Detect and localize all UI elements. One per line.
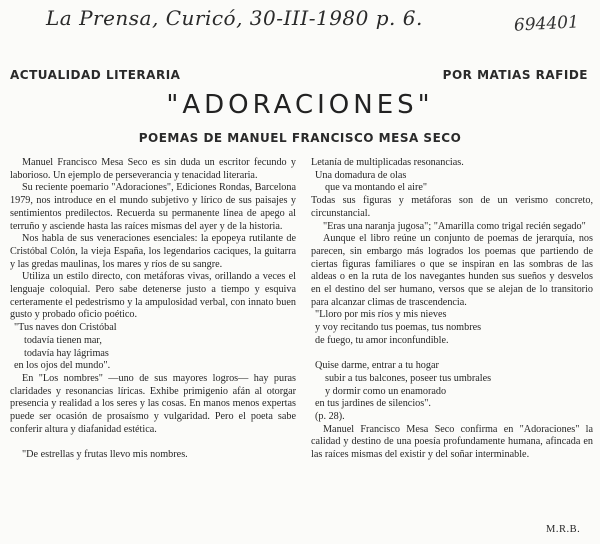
poem-line: todavía tienen mar, xyxy=(24,334,102,346)
paragraph: Todas sus figuras y metáforas son de un verismo concreto, circunstancial. xyxy=(311,195,593,219)
poem-line: "Lloro por mis ríos y mis nieves xyxy=(315,309,447,321)
poem-line: "De estrellas y frutas llevo mis nombres. xyxy=(22,449,188,461)
poem-line: de fuego, tu amor inconfundible. xyxy=(315,334,449,346)
paragraph: Nos habla de sus veneraciones esenciales: la epopeya rutilante de Cristóbal Colón, la vieja España, los legendarios caciques, la guitarra y las gredas maulinas, los mares y ríos de su sangre. xyxy=(10,233,296,270)
paragraph: Su reciente poemario "Adoraciones", Ediciones Rondas, Barcelona 1979, nos introduce en el mundo subjetivo y lírico de sus paisajes y sentimientos predilectos. Recuerda su permanente línea de apego al terruño y asciende hasta las raíces mismas del ayer y de la historia. xyxy=(10,182,296,232)
paragraph: Manuel Francisco Mesa Seco confirma en "Adoraciones" la calidad y destino de una poesía profundamente humana, afincada en las raíces mismas del existir y del soñar interminable. xyxy=(311,423,593,461)
poem-line: y voy recitando tus poemas, tus nombres xyxy=(315,322,482,334)
poem-line: en los ojos del mundo". xyxy=(14,360,111,372)
poem-line: y dormir como un enamorado xyxy=(325,385,447,397)
paragraph: Utiliza un estilo directo, con metáforas vivas, orillando a veces el lenguaje coloquial. Pero sabe detenerse justo a tiempo y esquiva certeramente el pedestrismo y la ampulosidad verbal, con innato buen gusto y probado oficio poético. xyxy=(10,271,296,321)
poem-line: Una domadura de olas xyxy=(315,169,407,181)
byline: POR MATIAS RAFIDE xyxy=(442,68,588,82)
article-title: "ADORACIONES" xyxy=(166,90,434,120)
section-label: ACTUALIDAD LITERARIA xyxy=(10,68,181,82)
page-reference: (p. 28). xyxy=(315,411,345,423)
article-subtitle: POEMAS DE MANUEL FRANCISCO MESA SECO xyxy=(138,131,462,145)
archive-number: 694401 xyxy=(513,12,580,36)
left-column xyxy=(10,157,296,462)
right-column xyxy=(311,157,593,462)
paragraph: Manuel Francisco Mesa Seco es sin duda un escritor fecundo y laborioso. Un ejemplo de perseverancia y tenacidad literaria. xyxy=(10,157,296,181)
poem-line: que va montando el aire" xyxy=(325,182,428,194)
quote: "Eras una naranja jugosa"; "Amarilla como trigal recién segado" xyxy=(323,220,586,232)
poem-line: Quise darme, entrar a tu hogar xyxy=(315,360,439,372)
poem-line: "Tus naves don Cristóbal xyxy=(14,322,117,334)
paragraph: En "Los nombres" —uno de sus mayores logros— hay puras claridades y resonancias líricas. Exhibe primigenio afán al otorgar presencia y realidad a los seres y las cosas. En manos menos expertas puede ser ocasión de prosaísmo y vulgaridad. Pero el poeta sabe conferir altura y diafanidad estética. xyxy=(10,372,296,435)
poem-line: Letanía de multiplicadas resonancias. xyxy=(311,157,464,168)
paragraph: Aunque el libro reúne un conjunto de poemas de jerarquía, nos parecen, sin embargo más logrados los poemas que partiendo de ciertas figuras familiares o que se inspiran en las sombras de las aldeas o en la ruta de los navegantes hunden sus sueños y desvelos en el destino del ser humano, versos que se alejan de lo transitorio para alcanzar climas de trascendencia. xyxy=(311,233,593,308)
handwritten-source-note: La Prensa, Curicó, 30-III-1980 p. 6. xyxy=(46,6,423,30)
author-initials: M.R.B. xyxy=(546,524,581,535)
poem-line: en tus jardines de silencios". xyxy=(315,398,431,410)
poem-line: subir a tus balcones, poseer tus umbrales xyxy=(325,372,492,384)
poem-line: todavía hay lágrimas xyxy=(24,347,109,359)
